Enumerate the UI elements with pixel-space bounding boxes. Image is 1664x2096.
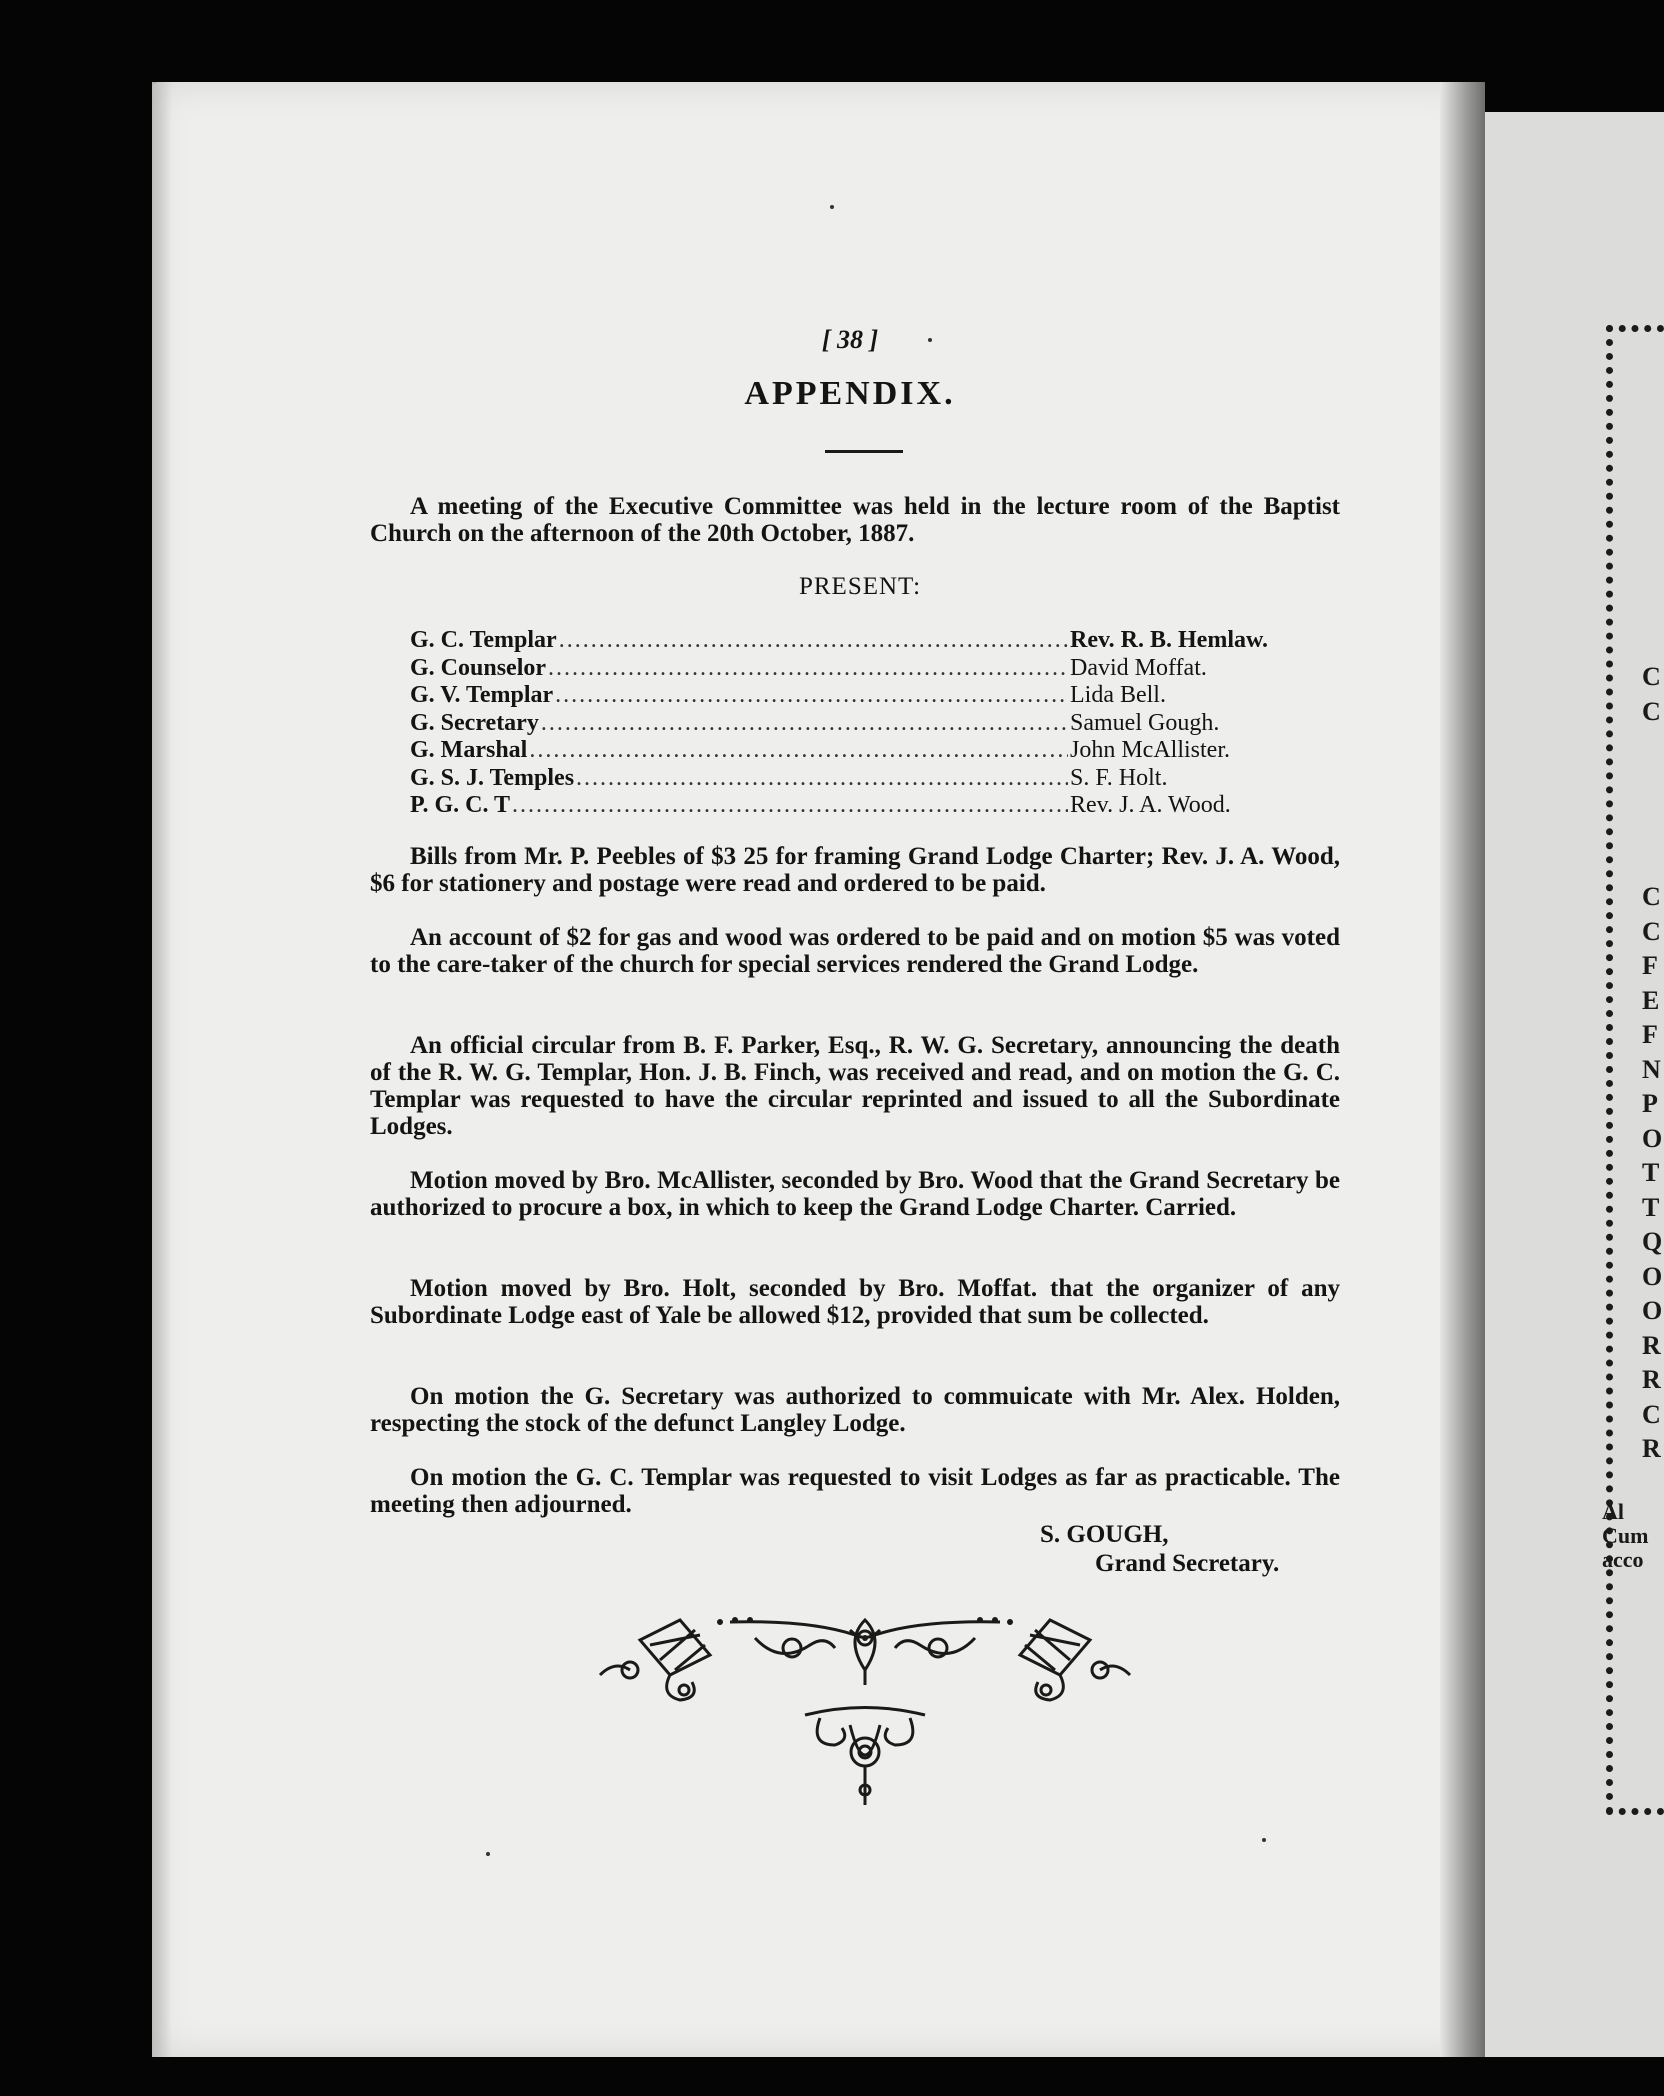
officer-name: S. F. Holt. [1070,764,1168,791]
dot-leader [576,765,1068,793]
officer-name: Samuel Gough. [1070,709,1220,736]
page-edge-shadow [152,82,172,2057]
officer-row [410,627,1330,655]
book-gutter [1440,82,1485,2057]
langley-paragraph: On motion the G. Secretary was authorized to commuicate with Mr. Alex. Holden, respecting the stock of the defunct Langley Lodge. [370,1383,1340,1437]
officers-list [410,627,1330,820]
officer-row [410,655,1330,683]
title-divider [825,450,903,453]
account-paragraph: An account of $2 for gas and wood was ordered to be paid and on motion $5 was voted to the care-taker of the church for special services rendered the Grand Lodge. [370,924,1340,978]
officer-name: John McAllister. [1070,737,1230,763]
adjacent-letter: P [1642,1089,1658,1118]
adjacent-letter: F [1642,1020,1658,1049]
adjacent-letter: C [1642,916,1661,946]
officer-row [410,765,1330,793]
adjacent-letter: T [1642,1158,1660,1187]
officer-row [410,710,1330,738]
scan-speck [830,205,834,209]
bills-paragraph: Bills from Mr. P. Peebles of $3 25 for framing Grand Lodge Charter; Rev. J. A. Wood, $6 for stationery and postage were read and ordered to be paid. [370,843,1340,897]
officer-title: G. Marshal [410,737,528,763]
dot-leader [541,710,1068,738]
present-heading: PRESENT: [798,573,922,600]
signature-block [1040,1520,1340,1578]
adjacent-letter: C [1642,1399,1661,1429]
officer-name: David Moffat. [1070,654,1207,681]
officer-name: Rev. R. B. Hemlaw. [1070,627,1268,653]
adjacent-fragment: Al [1602,1500,1624,1524]
adjacent-letter: R [1642,1434,1661,1463]
officer-row [410,792,1330,820]
dot-leader [529,737,1068,765]
adjacent-letter: R [1642,1365,1661,1394]
signature-name: S. GOUGH, [1040,1521,1169,1548]
adjacent-letter: N [1642,1054,1661,1084]
decorative-ornament [580,1600,1150,1820]
officer-title: G. S. J. Temples [410,764,575,791]
adjacent-letter: C [1642,696,1661,726]
adjacent-letter: O [1642,1123,1663,1153]
adjacent-fragment: Cum [1602,1523,1649,1548]
adjacent-fragment: acco [1602,1547,1644,1572]
officer-name: Rev. J. A. Wood. [1070,792,1231,818]
circular-paragraph: An official circular from B. F. Parker, Esq., R. W. G. Secretary, announcing the death of the R. W. G. Templar, Hon. J. B. Finch, was received and read, and on motion the G. C. Templar was requested to have the circular reprinted and issued to all the Subordinate Lodges. [370,1032,1340,1140]
scan-speck [1262,1838,1266,1842]
officer-title: G. Counselor [410,654,547,681]
adjacent-letter: E [1642,985,1660,1015]
adjacent-page-top-letters [1642,660,1664,729]
intro-paragraph: A meeting of the Executive Committee was held in the lecture room of the Baptist Church on the afternoon of the 20th October, 1887. [370,493,1340,547]
officer-row [410,737,1330,765]
adjacent-letter: O [1642,1296,1663,1325]
box-motion-paragraph: Motion moved by Bro. McAllister, seconded by Bro. Wood that the Grand Secretary be authorized to procure a box, in which to keep the Grand Lodge Charter. Carried. [370,1167,1340,1221]
scan-speck [928,338,932,342]
adjacent-letter: Q [1642,1227,1663,1256]
adjacent-letter: T [1642,1192,1660,1222]
dot-leader [559,627,1068,655]
officer-name: Lida Bell. [1070,682,1166,708]
adjourn-paragraph: On motion the G. C. Templar was requested to visit Lodges as far as practicable. The meeting then adjourned. [370,1464,1340,1518]
organizer-motion-paragraph: Motion moved by Bro. Holt, seconded by Bro. Moffat. that the organizer of any Subordinate Lodge east of Yale be allowed $12, provided that sum be collected. [370,1275,1340,1329]
dot-leader [548,655,1068,683]
page-title: APPENDIX. [744,375,956,412]
scan-speck [486,1852,490,1856]
adjacent-letter: C [1642,882,1661,911]
officer-title: P. G. C. T [410,792,511,818]
officer-title: G. Secretary [410,709,539,736]
adjacent-letter: F [1642,951,1658,980]
adjacent-letter: C [1642,662,1661,691]
adjacent-letter: R [1642,1330,1661,1360]
officer-title: G. C. Templar [410,627,557,653]
adjacent-letter: O [1642,1261,1663,1291]
adjacent-page-bottom-text [1602,1500,1664,1572]
officer-title: G. V. Templar [410,682,554,708]
officer-row [410,682,1330,710]
page-number: [ 38 ] [821,325,879,354]
dot-leader [555,682,1068,710]
adjacent-page-edge-letters [1642,880,1664,1467]
signature-role: Grand Secretary. [1095,1550,1280,1577]
dot-leader [512,792,1068,820]
